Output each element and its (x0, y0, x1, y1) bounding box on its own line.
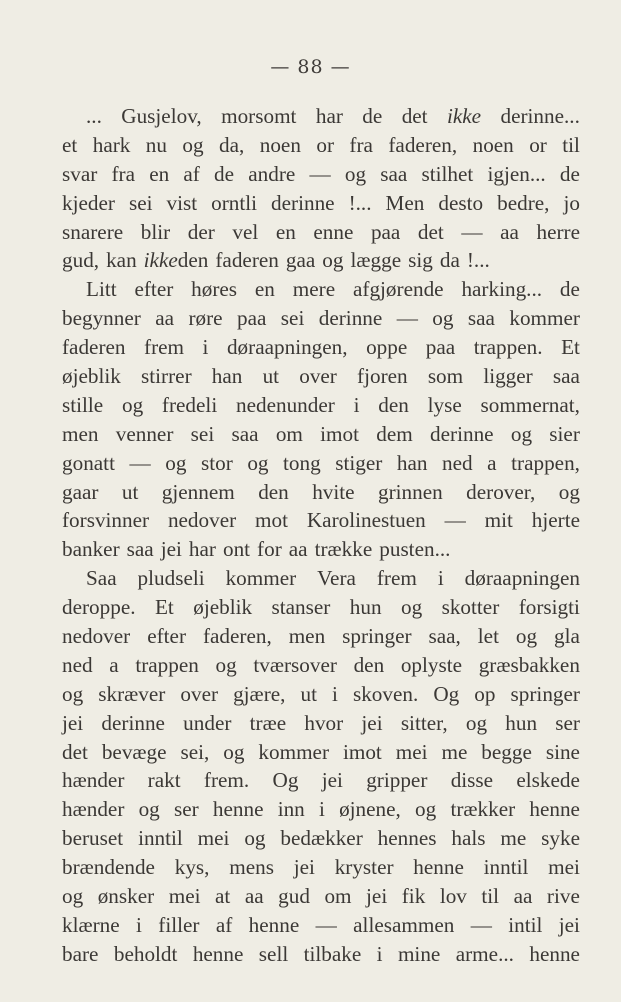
text-line: og ønsker mei at aa gud om jei fik lov til aa rive (62, 884, 580, 909)
text-line: og skræver over gjære, ut i skoven. Og op springer (62, 681, 580, 706)
text-line: faderen frem i døraapningen, oppe paa trappen. Et (62, 335, 580, 360)
text-line: øjeblik stirrer han ut over fjoren som ligger saa (62, 364, 580, 389)
text-line: snarere blir der vel en enne paa det — aa herre (62, 219, 580, 244)
text-line: hænder rakt frem. Og jei gripper disse elskede (62, 768, 580, 793)
text-line: ned a trappen og tværsover den oplyste græsbakken (62, 652, 580, 677)
text-line: gonatt — og stor og tong stiger han ned a trappen, (62, 450, 580, 475)
text-line: gud, kan ikke den faderen gaa og lægge sig da !... (62, 248, 490, 273)
text-line: ... Gusjelov, morsomt har de det ikke derinne... (86, 104, 580, 128)
text-line: begynner aa røre paa sei derinne — og saa kommer (62, 306, 580, 331)
text-line: stille og fredeli nedenunder i den lyse sommernat, (62, 392, 580, 417)
text-line: klærne i filler af henne — allesammen — intil jei (62, 912, 580, 937)
text-line: svar fra en af de andre — og saa stilhet igjen... de (62, 161, 580, 186)
text-line: et hark nu og da, noen or fra faderen, noen or til (62, 132, 580, 157)
text-line: jei derinne under træe hvor jei sitter, og hun ser (62, 710, 580, 735)
text-line: kjeder sei vist orntli derinne !... Men desto bedre, jo (62, 190, 580, 215)
text-line: forsvinner nedover mot Karolinestuen — mit hjerte (62, 508, 580, 533)
text-line: det bevæge sei, og kommer imot mei me begge sine (62, 739, 580, 764)
text-line: men venner sei saa om imot dem derinne og sier (62, 421, 580, 446)
text-line: beruset inntil mei og bedækker hennes hals me syke (62, 826, 580, 851)
text-line: Litt efter høres en mere afgjørende harking... de (86, 277, 580, 302)
text-line: brændende kys, mens jei kryster henne inntil mei (62, 855, 580, 880)
text-line: deroppe. Et øjeblik stanser hun og skotter forsigti (62, 595, 580, 620)
text-line: nedover efter faderen, men springer saa, let og gla (62, 624, 580, 649)
text-line: Saa pludseli kommer Vera frem i døraapningen (86, 566, 580, 591)
text-line: banker saa jei har ont for aa trække pusten... (62, 537, 451, 562)
page-number: — 88 — (270, 56, 351, 78)
text-line: bare beholdt henne sell tilbake i mine arme... henne (62, 941, 580, 966)
text-line: gaar ut gjennem den hvite grinnen derover, og (62, 479, 580, 504)
text-line: hænder og ser henne inn i øjnene, og trækker henne (62, 797, 580, 822)
body-text (62, 102, 580, 969)
